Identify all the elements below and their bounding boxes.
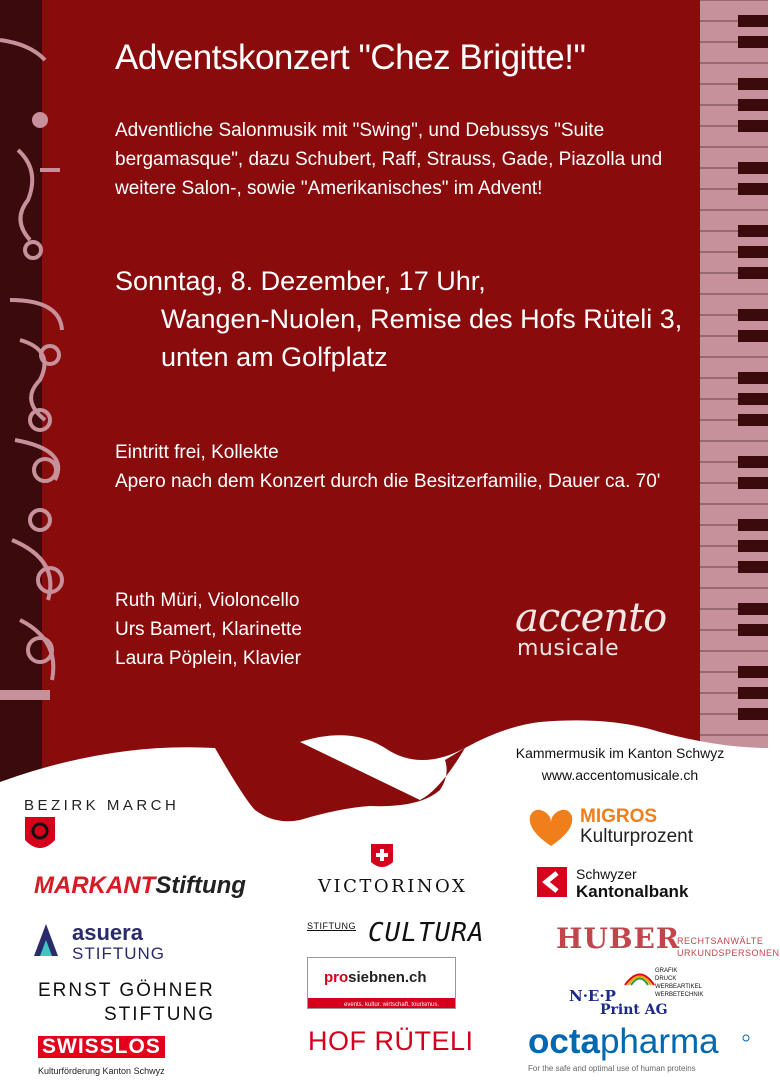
piano-black-key — [738, 183, 768, 195]
description-line: bergamasque", dazu Schubert, Raff, Strauss, Gade, Piazolla und — [115, 149, 663, 170]
prosiebnen-subtitle: events. kultur. wirtschaft. tourismus. — [344, 1002, 440, 1008]
description-line: Adventliche Salonmusik mit "Swing", und Debussys "Suite — [115, 120, 605, 141]
prosiebnen-name: siebnen.ch — [348, 969, 427, 986]
nep-print-logo: N·E·P — [569, 987, 616, 1005]
markant-word: MARKANT — [34, 872, 156, 899]
stiftung-cultura-logo: CULTURA — [368, 918, 485, 948]
asuera-word: asuera — [72, 920, 143, 945]
victorinox-logo: VICTORINOX — [318, 876, 468, 897]
hof-rueteli-logo: HOF RÜTELI — [308, 1026, 474, 1056]
piano-black-key — [738, 162, 768, 174]
stiftung-word: Stiftung — [155, 872, 246, 899]
szkb-logo-line2: Kantonalbank — [576, 882, 689, 901]
piano-black-key — [738, 708, 768, 720]
szkb-logo-line1: Schwyzer — [576, 866, 637, 882]
huber-logo: HUBER — [556, 922, 681, 955]
piano-black-key — [738, 456, 768, 468]
piano-black-key — [738, 15, 768, 27]
website-link[interactable]: www.accentomusicale.ch — [541, 767, 699, 783]
piano-black-key — [738, 330, 768, 342]
event-location-detail: unten am Golfplatz — [161, 342, 388, 372]
logo-word-musicale: musicale — [517, 636, 620, 661]
nep-service: GRAFIK — [655, 968, 678, 974]
piano-black-key — [738, 225, 768, 237]
migros-kulturprozent: Kulturprozent — [580, 826, 694, 847]
piano-black-key — [738, 477, 768, 489]
markant-stiftung-logo — [34, 872, 246, 900]
bezirk-march-logo: BEZIRK MARCH — [24, 797, 180, 814]
artist-item: Ruth Müri, Violoncello — [115, 590, 300, 611]
piano-keyboard-icon — [700, 0, 768, 783]
piano-black-key — [738, 561, 768, 573]
huber-subtitle-2: URKUNDSPERSONEN — [677, 948, 780, 958]
artists-list — [115, 586, 302, 673]
huber-subtitle-1: RECHTSANWÄLTE — [677, 936, 764, 946]
nep-service: WERBEARTIKEL — [655, 984, 702, 990]
piano-black-key — [738, 540, 768, 552]
piano-black-key — [738, 99, 768, 111]
accento-musicale-logo — [515, 595, 667, 661]
concert-description — [115, 116, 675, 203]
ernst-goehner-logo: ERNST GÖHNER — [38, 980, 215, 1001]
artist-item: Laura Pöplein, Klavier — [115, 648, 301, 669]
piano-black-key — [738, 666, 768, 678]
apero-info: Apero nach dem Konzert durch die Besitzerfamilie, Dauer ca. 70' — [115, 471, 661, 492]
piano-black-key — [738, 267, 768, 279]
piano-black-key — [738, 372, 768, 384]
swisslos-subtitle: Kulturförderung Kanton Schwyz — [38, 1066, 165, 1076]
nep-service: DRUCK — [655, 976, 677, 982]
piano-black-key — [738, 246, 768, 258]
description-line: weitere Salon-, sowie "Amerikanisches" im Advent! — [115, 178, 543, 199]
asuera-stiftung-word: STIFTUNG — [72, 944, 165, 963]
event-info — [115, 438, 660, 496]
entry-info: Eintritt frei, Kollekte — [115, 442, 279, 463]
tagline: Kammermusik im Kanton Schwyz — [515, 745, 725, 761]
cultura-stiftung-small: STIFTUNG — [307, 921, 356, 931]
contact-block — [505, 742, 735, 786]
ernst-goehner-stiftung: STIFTUNG — [104, 1004, 215, 1025]
szkb-mark-icon — [537, 867, 567, 897]
nep-services-list — [655, 967, 703, 999]
piano-black-key — [738, 519, 768, 531]
piano-black-key — [738, 603, 768, 615]
piano-black-key — [738, 687, 768, 699]
piano-black-key — [738, 309, 768, 321]
octa-word: octa — [528, 1022, 600, 1061]
piano-black-key — [738, 120, 768, 132]
event-location: Wangen-Nuolen, Remise des Hofs Rüteli 3, — [161, 304, 683, 334]
piano-black-key — [738, 393, 768, 405]
concert-title: Adventskonzert "Chez Brigitte!" — [115, 38, 586, 77]
event-details — [115, 262, 682, 376]
nep-print-ag: Print AG — [600, 1002, 668, 1018]
event-date: Sonntag, 8. Dezember, 17 Uhr, — [115, 266, 486, 296]
victorinox-shield-icon — [371, 844, 393, 867]
artist-item: Urs Bamert, Klarinette — [115, 619, 302, 640]
nep-service: WERBETECHNIK — [655, 992, 704, 998]
pharma-word: pharma — [599, 1022, 719, 1061]
prosiebnen-pro: pro — [324, 969, 349, 986]
octapharma-logo — [528, 1022, 719, 1062]
swisslos-logo: SWISSLOS — [38, 1036, 165, 1058]
logo-word-accento: accento — [515, 595, 667, 641]
bezirk-march-shield-icon — [25, 817, 55, 848]
migros-logo: MIGROS — [580, 806, 658, 827]
piano-black-key — [738, 78, 768, 90]
piano-black-key — [738, 624, 768, 636]
piano-black-key — [738, 36, 768, 48]
prosiebnen-wordmark — [324, 969, 427, 986]
piano-black-key — [738, 414, 768, 426]
prosiebnen-logo — [307, 957, 456, 1009]
octapharma-subtitle: For the safe and optimal use of human proteins — [528, 1064, 696, 1073]
